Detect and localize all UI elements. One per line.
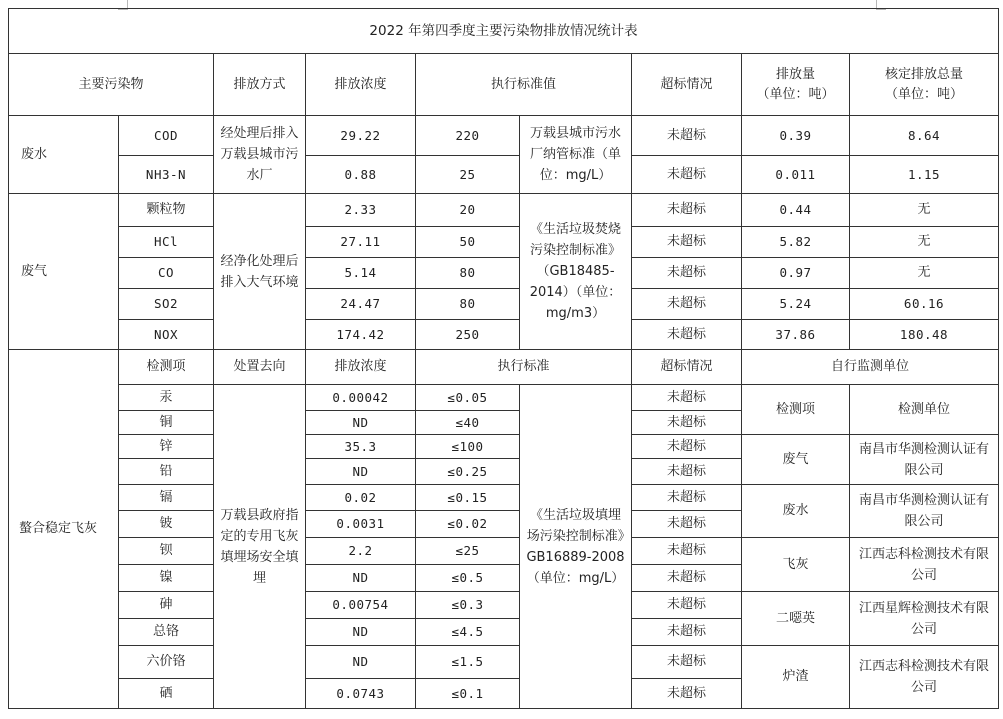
header-exceed: 超标情况 — [632, 54, 742, 116]
page-title: 2022 年第四季度主要污染物排放情况统计表 — [9, 9, 999, 54]
flyash-item: 砷 — [119, 592, 214, 619]
table-row — [9, 485, 999, 511]
flyash-item: 铅 — [119, 459, 214, 485]
table-row — [9, 646, 999, 679]
monitor-item: 废水 — [742, 485, 850, 538]
exceed-status: 未超标 — [632, 619, 742, 646]
limit-value: 80 — [416, 289, 520, 320]
pollutant-item: SO2 — [119, 289, 214, 320]
limit-value: 220 — [416, 116, 520, 156]
table-row — [9, 156, 999, 194]
approved-value: 180.48 — [850, 320, 999, 350]
flyash-item: 镉 — [119, 485, 214, 511]
table-row — [9, 227, 999, 258]
table-row — [9, 592, 999, 619]
monitor-header-item: 检测项 — [742, 385, 850, 435]
approved-value: 60.16 — [850, 289, 999, 320]
header-standard: 执行标准值 — [416, 54, 632, 116]
concentration-value: 0.02 — [306, 485, 416, 511]
table-row — [9, 194, 999, 227]
disposal-destination: 万载县政府指定的专用飞灰填埋场安全填埋 — [214, 385, 306, 709]
table-row — [9, 350, 999, 385]
exceed-status: 未超标 — [632, 565, 742, 592]
pollutant-item: HCl — [119, 227, 214, 258]
concentration-value: 29.22 — [306, 116, 416, 156]
amount-value: 0.44 — [742, 194, 850, 227]
monitor-item: 炉渣 — [742, 646, 850, 709]
flyash-item: 钡 — [119, 538, 214, 565]
pollutant-item: NOX — [119, 320, 214, 350]
limit-value: ≤0.25 — [416, 459, 520, 485]
exceed-status: 未超标 — [632, 538, 742, 565]
discharge-method: 经净化处理后排入大气环境 — [214, 194, 306, 350]
concentration-value: ND — [306, 619, 416, 646]
concentration-value: 24.47 — [306, 289, 416, 320]
monitor-item: 飞灰 — [742, 538, 850, 592]
limit-value: ≤4.5 — [416, 619, 520, 646]
approved-value: 8.64 — [850, 116, 999, 156]
concentration-value: ND — [306, 646, 416, 679]
amount-value: 0.011 — [742, 156, 850, 194]
limit-value: ≤0.5 — [416, 565, 520, 592]
category-flyash: 螯合稳定飞灰 — [9, 350, 119, 709]
exceed-status: 未超标 — [632, 679, 742, 709]
amount-value: 0.97 — [742, 258, 850, 289]
concentration-value: ND — [306, 565, 416, 592]
flyash-item: 汞 — [119, 385, 214, 411]
limit-value: ≤1.5 — [416, 646, 520, 679]
pollutant-item: CO — [119, 258, 214, 289]
monitor-unit: 江西星辉检测技术有限公司 — [850, 592, 999, 646]
table-row — [9, 435, 999, 459]
header-pollutant: 主要污染物 — [9, 54, 214, 116]
limit-value: ≤0.3 — [416, 592, 520, 619]
amount-value: 5.24 — [742, 289, 850, 320]
header-destination: 处置去向 — [214, 350, 306, 385]
flyash-item: 硒 — [119, 679, 214, 709]
exceed-status: 未超标 — [632, 156, 742, 194]
exceed-status: 未超标 — [632, 194, 742, 227]
concentration-value: 2.2 — [306, 538, 416, 565]
limit-value: ≤0.05 — [416, 385, 520, 411]
header-exceed: 超标情况 — [632, 350, 742, 385]
table-row — [9, 320, 999, 350]
header-concentration: 排放浓度 — [306, 350, 416, 385]
concentration-value: 0.0743 — [306, 679, 416, 709]
flyash-item: 铍 — [119, 511, 214, 538]
limit-value: ≤0.02 — [416, 511, 520, 538]
concentration-value: 27.11 — [306, 227, 416, 258]
monitor-unit: 南昌市华测检测认证有限公司 — [850, 435, 999, 485]
monitor-unit: 南昌市华测检测认证有限公司 — [850, 485, 999, 538]
concentration-value: 0.88 — [306, 156, 416, 194]
amount-value: 37.86 — [742, 320, 850, 350]
limit-value: 250 — [416, 320, 520, 350]
concentration-value: 0.00754 — [306, 592, 416, 619]
exceed-status: 未超标 — [632, 646, 742, 679]
exceed-status: 未超标 — [632, 511, 742, 538]
exceed-status: 未超标 — [632, 459, 742, 485]
standard-note: 《生活垃圾填埋场污染控制标准》GB16889-2008（单位：mg/L） — [520, 385, 632, 709]
approved-value: 无 — [850, 194, 999, 227]
approved-value: 无 — [850, 258, 999, 289]
table-row — [9, 289, 999, 320]
amount-value: 0.39 — [742, 116, 850, 156]
monitor-header-unit: 检测单位 — [850, 385, 999, 435]
concentration-value: 35.3 — [306, 435, 416, 459]
table-row — [9, 116, 999, 156]
emission-table — [8, 8, 999, 709]
header-monitor: 自行监测单位 — [742, 350, 999, 385]
amount-value: 5.82 — [742, 227, 850, 258]
exceed-status: 未超标 — [632, 258, 742, 289]
standard-note: 万载县城市污水厂纳管标准（单位：mg/L） — [520, 116, 632, 194]
header-amount: 排放量 （单位：吨） — [742, 54, 850, 116]
exceed-status: 未超标 — [632, 289, 742, 320]
exceed-status: 未超标 — [632, 485, 742, 511]
header-concentration: 排放浓度 — [306, 54, 416, 116]
table-row — [9, 385, 999, 411]
concentration-value: 5.14 — [306, 258, 416, 289]
monitor-item: 废气 — [742, 435, 850, 485]
flyash-item: 镍 — [119, 565, 214, 592]
limit-value: ≤40 — [416, 411, 520, 435]
limit-value: 80 — [416, 258, 520, 289]
limit-value: 25 — [416, 156, 520, 194]
category-exhaust: 废气 — [9, 194, 119, 350]
table-row — [9, 258, 999, 289]
limit-value: ≤25 — [416, 538, 520, 565]
exceed-status: 未超标 — [632, 411, 742, 435]
concentration-value: 174.42 — [306, 320, 416, 350]
exceed-status: 未超标 — [632, 227, 742, 258]
approved-value: 无 — [850, 227, 999, 258]
monitor-unit: 江西志科检测技术有限公司 — [850, 538, 999, 592]
limit-value: ≤100 — [416, 435, 520, 459]
flyash-item: 锌 — [119, 435, 214, 459]
pollutant-item: NH3-N — [119, 156, 214, 194]
standard-note: 《生活垃圾焚烧污染控制标准》（GB18485-2014）（单位：mg/m3） — [520, 194, 632, 350]
concentration-value: 2.33 — [306, 194, 416, 227]
flyash-item: 总铬 — [119, 619, 214, 646]
category-wastewater: 废水 — [9, 116, 119, 194]
discharge-method: 经处理后排入万载县城市污水厂 — [214, 116, 306, 194]
flyash-item: 六价铬 — [119, 646, 214, 679]
exceed-status: 未超标 — [632, 435, 742, 459]
concentration-value: 0.0031 — [306, 511, 416, 538]
limit-value: 20 — [416, 194, 520, 227]
monitor-unit: 江西志科检测技术有限公司 — [850, 646, 999, 709]
approved-value: 1.15 — [850, 156, 999, 194]
exceed-status: 未超标 — [632, 320, 742, 350]
exceed-status: 未超标 — [632, 385, 742, 411]
concentration-value: ND — [306, 411, 416, 435]
limit-value: 50 — [416, 227, 520, 258]
concentration-value: 0.00042 — [306, 385, 416, 411]
concentration-value: ND — [306, 459, 416, 485]
pollutant-item: COD — [119, 116, 214, 156]
header-standard: 执行标准 — [416, 350, 632, 385]
limit-value: ≤0.15 — [416, 485, 520, 511]
header-item: 检测项 — [119, 350, 214, 385]
exceed-status: 未超标 — [632, 592, 742, 619]
header-method: 排放方式 — [214, 54, 306, 116]
header-approved: 核定排放总量 （单位：吨） — [850, 54, 999, 116]
exceed-status: 未超标 — [632, 116, 742, 156]
pollutant-item: 颗粒物 — [119, 194, 214, 227]
limit-value: ≤0.1 — [416, 679, 520, 709]
flyash-item: 铜 — [119, 411, 214, 435]
table-row — [9, 538, 999, 565]
monitor-item: 二噁英 — [742, 592, 850, 646]
